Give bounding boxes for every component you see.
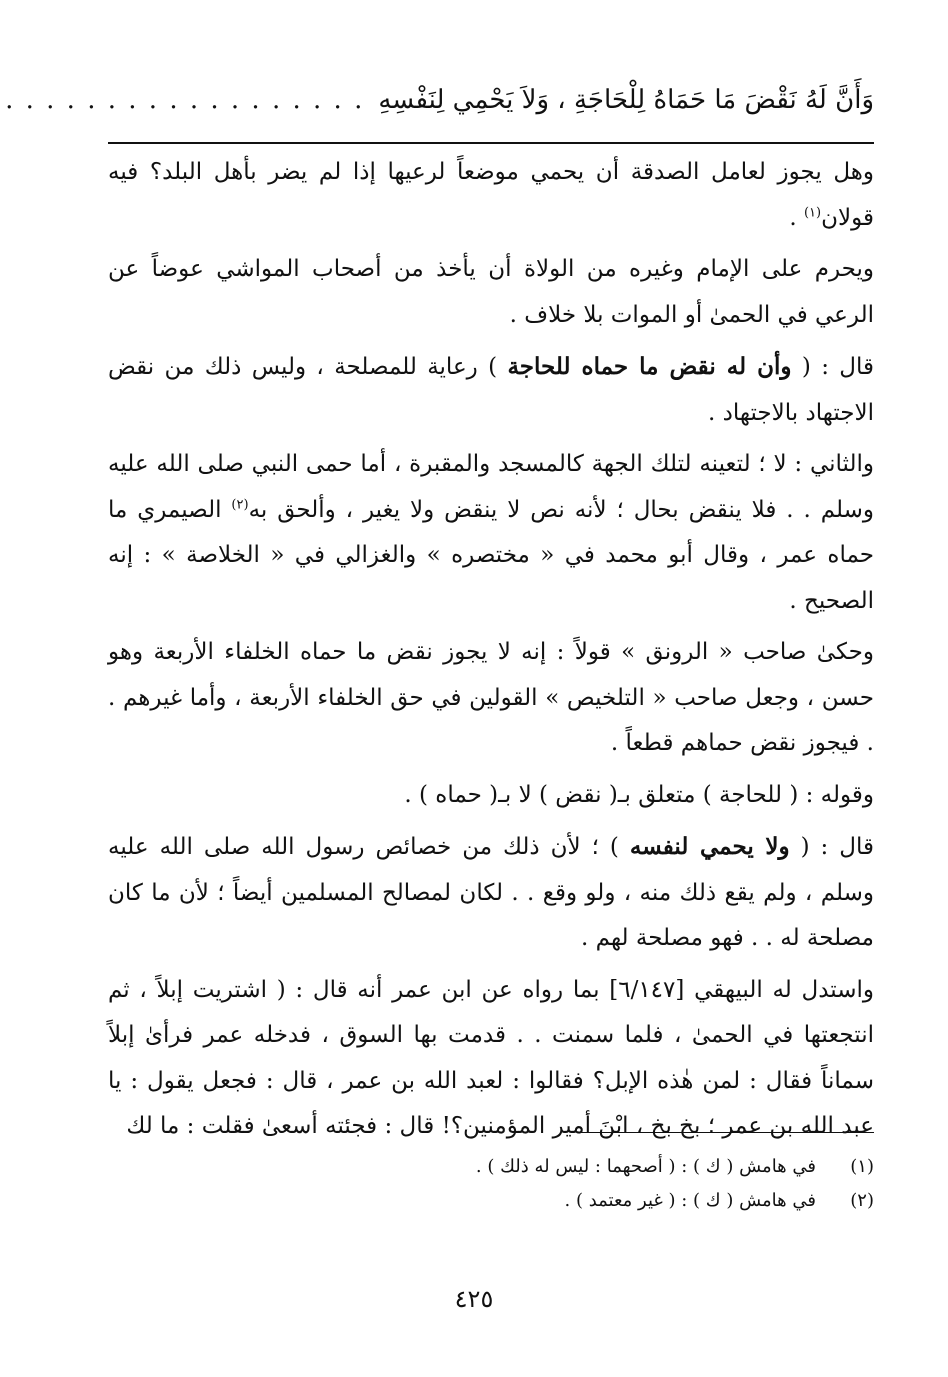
footnote-ref: (١) (803, 204, 822, 220)
footnote-rule (580, 1132, 874, 1133)
page-number: ٤٢٥ (454, 1285, 494, 1313)
running-header (5, 70, 874, 130)
paragraph-text: والثاني : لا ؛ لتعينه لتلك الجهة كالمسجد والمقبرة ، أما حمى النبي صلى الله عليه وسلم . . فلا ينقض بحال ؛ لأنه نص لا ينقض ولا يغير ، وألحق به (108, 451, 874, 523)
main-text (108, 150, 874, 1156)
footnote-text: في هامش ( ك ) : ( غير معتمد ) . (564, 1190, 816, 1211)
paragraph-text-tail: الصيمري ما حماه عمر ، وقال أبو محمد في « مختصره » والغزالي في « الخلاصة » : إنه الصحيح . (108, 496, 874, 614)
paragraph-6 (108, 773, 874, 819)
paragraph-3 (108, 344, 874, 436)
paragraph-8 (108, 968, 874, 1150)
paragraph-text: ) رعاية للمصلحة ، وليس ذلك من نقض الاجتهاد بالاجتهاد . (108, 354, 874, 426)
paragraph-text: وحكىٰ صاحب « الرونق » قولاً : إنه لا يجوز نقض ما حماه الخلفاء الأربعة وهو حسن ، وجعل صاحب « التلخيص » القولين في حق الخلفاء الأربعة ، وأما غيرهم . . فيجوز نقض حماهم قطعاً . (108, 639, 874, 756)
paragraph-text: وقوله : ( للحاجة ) متعلق بـ( نقض ) لا بـ( حماه ) . (404, 781, 874, 808)
paragraph-1 (108, 150, 874, 241)
paragraph-2 (108, 247, 874, 338)
running-title: وَأَنَّ لَهُ نَقْضَ مَا حَمَاهُ لِلْحَاجَةِ ، وَلاَ يَحْمِي لِنَفْسِهِ (378, 85, 874, 115)
footnote-1 (108, 1150, 874, 1184)
matn-quote: وأن له نقض ما حماه للحاجة (507, 353, 792, 380)
paragraph-text-tail: . (789, 204, 804, 231)
header-rule (108, 142, 874, 144)
header-dot-leader: . . . . . . . . . . . . . . . . . . (5, 85, 365, 115)
footnote-number: (١) (850, 1156, 874, 1177)
paragraph-text: وهل يجوز لعامل الصدقة أن يحمي موضعاً لرعيها إذا لم يضر بأهل البلد؟ فيه قولان (108, 159, 874, 231)
footnote-text: في هامش ( ك ) : ( أصحهما : ليس له ذلك ) . (475, 1156, 816, 1177)
paragraph-lead: قال : ( (789, 834, 875, 860)
paragraph-lead: قال : ( (791, 354, 875, 380)
footnote-2 (108, 1184, 874, 1218)
footnotes (108, 1150, 874, 1218)
paragraph-text: ) ؛ لأن ذلك من خصائص رسول الله صلى الله عليه وسلم ، ولم يقع ذلك منه ، ولو وقع . . لكان لمصالح المسلمين أيضاً ؛ لأن ما كان مصلحة له . . فهو مصلحة لهم . (108, 834, 874, 951)
paragraph-5 (108, 630, 874, 767)
matn-quote: ولا يحمي لنفسه (629, 833, 790, 860)
paragraph-7 (108, 824, 874, 962)
footnote-ref: (٢) (231, 496, 249, 512)
paragraph-text: واستدل له البيهقي [٦/١٤٧] بما رواه عن ابن عمر أنه قال : ( اشتريت إبلاً ، ثم انتجعتها في الحمىٰ ، فلما سمنت . . قدمت بها السوق ، فدخله عمر فرأىٰ إبلاً سماناً فقال : لمن هٰذه الإبل؟ فقالوا : لعبد الله بن عمر ، قال : فجعل يقول : يا عبد الله بن عمر ؛ بخ بخ ، ابْنَ أمير المؤمنين؟! قال : فجئته أسعىٰ فقلت : ما لك (108, 976, 874, 1139)
paragraph-text: ويحرم على الإمام وغيره من الولاة أن يأخذ من أصحاب المواشي عوضاً عن الرعي في الحمىٰ أو الموات بلا خلاف . (108, 256, 874, 328)
footnote-number: (٢) (850, 1190, 874, 1211)
paragraph-4 (108, 442, 874, 624)
